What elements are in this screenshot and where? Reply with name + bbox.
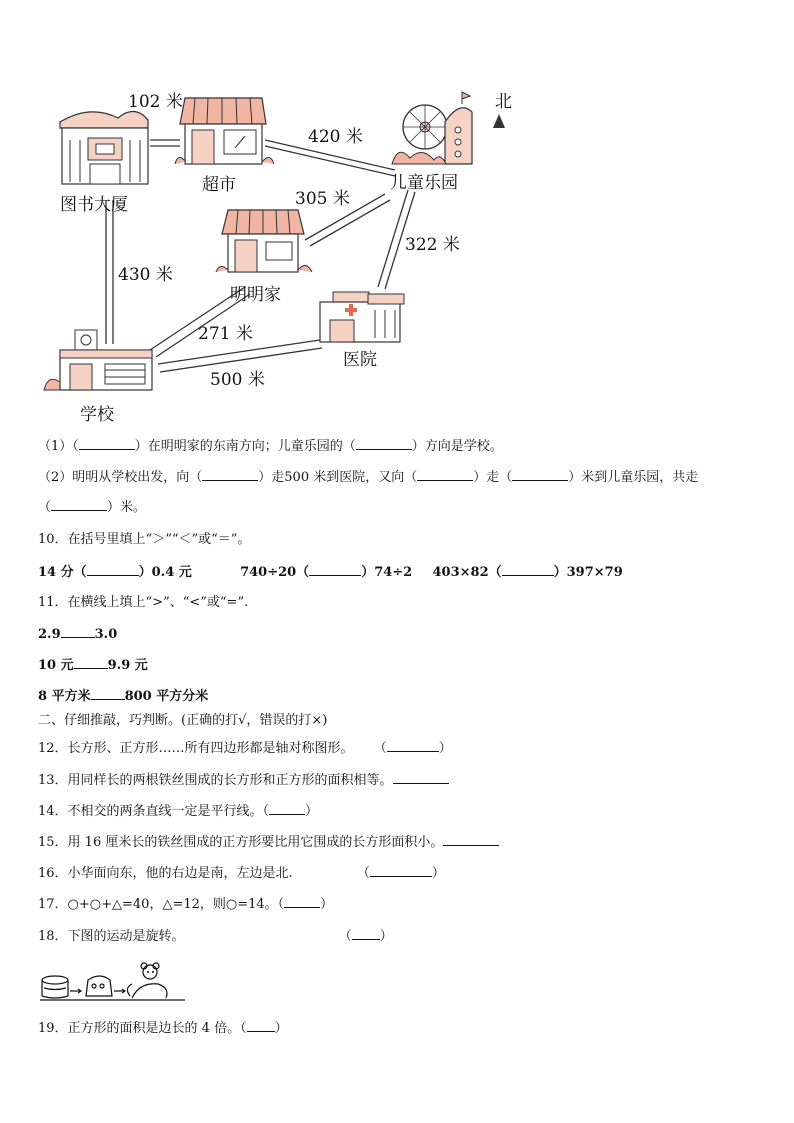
place-school: 学校 bbox=[80, 405, 114, 425]
distance-library-supermarket: 102 米 bbox=[128, 92, 183, 112]
answer-blank[interactable] bbox=[512, 468, 568, 481]
place-hospital: 医院 bbox=[343, 350, 377, 370]
distance-library-school: 430 米 bbox=[118, 265, 173, 285]
q11-item-2: 10 元 9.9 元 bbox=[38, 658, 148, 673]
distance-school-hospital: 500 米 bbox=[210, 370, 265, 390]
translation-cartoon bbox=[40, 958, 185, 1003]
answer-blank[interactable] bbox=[51, 498, 107, 511]
section2-title: 二、仔细推敲，巧判断。(正确的打√，错误的打×) bbox=[38, 713, 328, 728]
home-building bbox=[216, 210, 312, 272]
answer-blank[interactable] bbox=[269, 802, 305, 815]
route-map bbox=[30, 82, 550, 427]
place-home: 明明家 bbox=[230, 285, 281, 305]
answer-blank[interactable] bbox=[61, 625, 95, 638]
q14: 14．不相交的两条直线一定是平行线。（ ） bbox=[38, 804, 319, 819]
place-supermarket: 超市 bbox=[202, 175, 236, 195]
distance-park-hospital: 322 米 bbox=[405, 235, 460, 255]
distance-supermarket-park: 420 米 bbox=[308, 127, 363, 147]
answer-blank[interactable] bbox=[352, 927, 380, 940]
answer-blank[interactable] bbox=[247, 1019, 275, 1032]
q13: 13．用同样长的两根铁丝围成的长方形和正方形的面积相等。 bbox=[38, 771, 449, 790]
place-library: 图书大厦 bbox=[60, 195, 128, 215]
q19: 19．正方形的面积是边长的 4 倍。（ ） bbox=[38, 1021, 288, 1036]
north-arrow-icon bbox=[493, 114, 505, 128]
q10-title: 10．在括号里填上“＞”“＜”或“＝”。 bbox=[38, 532, 251, 547]
park-building bbox=[392, 92, 472, 164]
q9-part2-line2: （ ）米。 bbox=[38, 500, 147, 515]
answer-blank[interactable] bbox=[91, 687, 125, 700]
answer-blank[interactable] bbox=[202, 468, 258, 481]
map-drawing bbox=[30, 82, 550, 427]
q11-item-1: 2.9 3.0 bbox=[38, 627, 118, 642]
answer-blank[interactable] bbox=[309, 563, 361, 576]
q11-title: 11．在横线上填上“>”、“<”或“=”. bbox=[38, 595, 249, 610]
q9-part1: （1）（ ）在明明家的东南方向；儿童乐园的（ ）方向是学校。 bbox=[38, 439, 503, 454]
q15: 15．用 16 厘米长的铁丝围成的正方形要比用它围成的长方形面积小。 bbox=[38, 833, 499, 852]
place-park: 儿童乐园 bbox=[390, 173, 458, 193]
q11-item-3: 8 平方米 800 平方分米 bbox=[38, 689, 209, 704]
answer-blank[interactable] bbox=[370, 864, 432, 877]
q12: 12．长方形、正方形……所有四边形都是轴对称图形。 （ ） bbox=[38, 741, 452, 756]
answer-blank[interactable] bbox=[387, 739, 439, 752]
supermarket-building bbox=[175, 98, 274, 164]
answer-blank[interactable] bbox=[284, 895, 320, 908]
q18: 18．下图的运动是旋转。 （ ） bbox=[38, 929, 393, 944]
answer-blank[interactable] bbox=[356, 437, 412, 450]
answer-blank[interactable] bbox=[417, 468, 473, 481]
distance-park-home: 305 米 bbox=[295, 189, 350, 209]
q10-items: 14 分（ ）0.4 元 740÷20（ ）74÷2 403×82（ ）397×79 bbox=[38, 565, 623, 580]
answer-blank[interactable] bbox=[443, 833, 499, 846]
distance-home-school: 271 米 bbox=[198, 324, 253, 344]
hospital-building bbox=[320, 292, 404, 342]
answer-blank[interactable] bbox=[502, 563, 554, 576]
answer-blank[interactable] bbox=[79, 437, 135, 450]
answer-blank[interactable] bbox=[74, 656, 108, 669]
library-building bbox=[60, 111, 148, 184]
q16: 16．小华面向东，他的右边是南，左边是北. （ ） bbox=[38, 866, 445, 881]
answer-blank[interactable] bbox=[393, 771, 449, 784]
north-label: 北 bbox=[495, 92, 512, 112]
q9-part2-line1: （2）明明从学校出发，向（ ）走500 米到医院，又向（ ）走（ ）米到儿童乐园，共走 bbox=[38, 470, 699, 485]
school-building bbox=[44, 330, 152, 390]
q17: 17．○+○+△=40，△=12，则○=14。（ ） bbox=[38, 897, 334, 912]
answer-blank[interactable] bbox=[87, 563, 139, 576]
